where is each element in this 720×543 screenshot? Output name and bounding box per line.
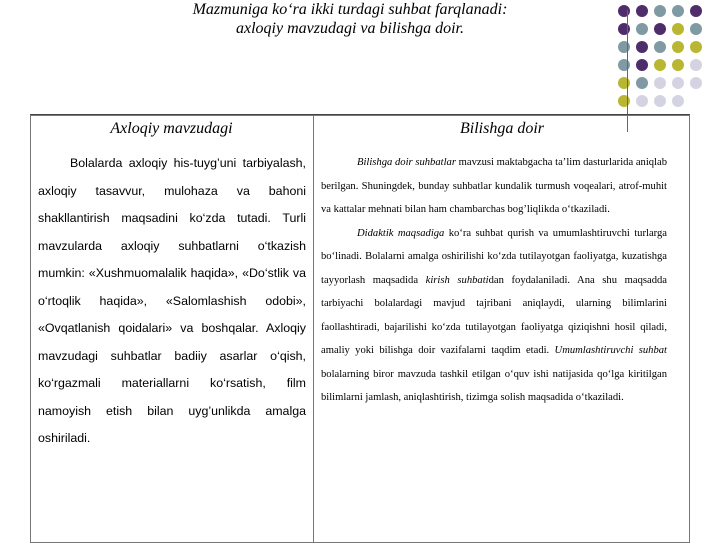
right-paragraph-2 bbox=[321, 222, 667, 410]
decor-dot bbox=[618, 95, 630, 107]
title-line-2: axloqiy mavzudagi va bilishga doir. bbox=[236, 20, 464, 37]
decor-dot bbox=[654, 77, 666, 89]
decor-dot bbox=[636, 23, 648, 35]
right-paragraph-1 bbox=[321, 151, 667, 222]
decor-dot bbox=[618, 5, 630, 17]
paragraph-text: dan foydalaniladi. Ana shu maqsadda tarbiyachi bolalardagi mavjud tajribani aniqlaydi, ularning bilimlarini faollashtiradi, bajarilishi ko‘zda tutilayotgan faoliyatga qiziqishni hosil qiladi, amaliy yoki bilishga doir vazifalarni taqdim etadi. bbox=[321, 274, 667, 356]
decor-dot bbox=[672, 5, 684, 17]
decor-dot bbox=[690, 5, 702, 17]
left-paragraph: Bolalarda axloqiy his-tuyg’uni tarbiyalash, axloqiy tasavvur, mulohaza va bahoni shakllantirish maqsadini ko‘zda tutadi. Turli mavzularda axloqiy suhbatlarni o‘tkazish mumkin: «Xushmuomalalik haqida», «Do‘stlik va o‘rtoqlik haqida», «Salomlashish odobi», «Ovqatlanish qoidalari» va boshqalar. Axloqiy mavzudagi suhbatlar badiiy asarlar o‘qish, ko‘rgazmali materiallarni ko‘rsatish, film namoyish etish bilan uyg’unlikda amalga oshiriladi. bbox=[38, 156, 306, 445]
italic-term: kirish suhbati bbox=[425, 274, 489, 286]
decor-dot bbox=[654, 59, 666, 71]
slide-title bbox=[110, 0, 590, 38]
decor-dot bbox=[636, 41, 648, 53]
decor-dot bbox=[654, 5, 666, 17]
decor-dot bbox=[618, 59, 630, 71]
decor-dot bbox=[690, 41, 702, 53]
decor-dot bbox=[654, 41, 666, 53]
column-divider bbox=[313, 115, 314, 543]
decor-dot bbox=[636, 59, 648, 71]
decor-dot bbox=[672, 77, 684, 89]
decor-dot bbox=[618, 41, 630, 53]
italic-term: Umumlashtiruvchi suhbat bbox=[554, 345, 667, 356]
decor-dot bbox=[636, 5, 648, 17]
decor-dot bbox=[654, 23, 666, 35]
right-column-header: Bilishga doir bbox=[459, 120, 544, 137]
decor-dot bbox=[672, 59, 684, 71]
decor-dot bbox=[636, 77, 648, 89]
decor-dot bbox=[636, 95, 648, 107]
decor-dot bbox=[672, 23, 684, 35]
decor-dot bbox=[690, 59, 702, 71]
paragraph-text: ko‘ra suhbat qurish va umumlashtiruvchi turlarga bo‘linadi. Bolalarni amalga oshirilishi ko‘zda tutilayotgan faoliyatga, kuzatishga tayyorlash maqsadida bbox=[321, 227, 667, 286]
decor-dot bbox=[690, 23, 702, 35]
paragraph-text: bolalarning biror mavzuda tashkil etilgan o‘quv ishi natijasida qo‘lga kiritilgan bilimlarni jamlash, aniqlashtirish, tizimga solish maqsadida o‘tkaziladi. bbox=[321, 368, 667, 403]
right-column-text bbox=[321, 151, 667, 410]
decor-dot bbox=[618, 77, 630, 89]
title-line-1: Mazmuniga ko‘ra ikki turdagi suhbat farqlanadi: bbox=[192, 1, 508, 18]
left-column-text bbox=[38, 150, 306, 453]
decor-dot bbox=[654, 95, 666, 107]
decor-dot bbox=[618, 23, 630, 35]
left-column-header: Axloqiy mavzudagi bbox=[110, 120, 233, 137]
paragraph-text: mavzusi maktabgacha ta’lim dasturlarida aniqlab berilgan. Shuningdek, bunday suhbatlar kundalik turmush voqealari, atrof-muhit va kattalar mehnati bilan ham chambarchas bog’liqlikda o‘tkaziladi. bbox=[321, 157, 667, 215]
decor-dot bbox=[672, 41, 684, 53]
italic-term: Didaktik maqsadiga bbox=[357, 227, 445, 239]
decor-dot bbox=[672, 95, 684, 107]
decor-dot bbox=[690, 77, 702, 89]
italic-term: Bilishga doir suhbatlar bbox=[357, 157, 456, 168]
